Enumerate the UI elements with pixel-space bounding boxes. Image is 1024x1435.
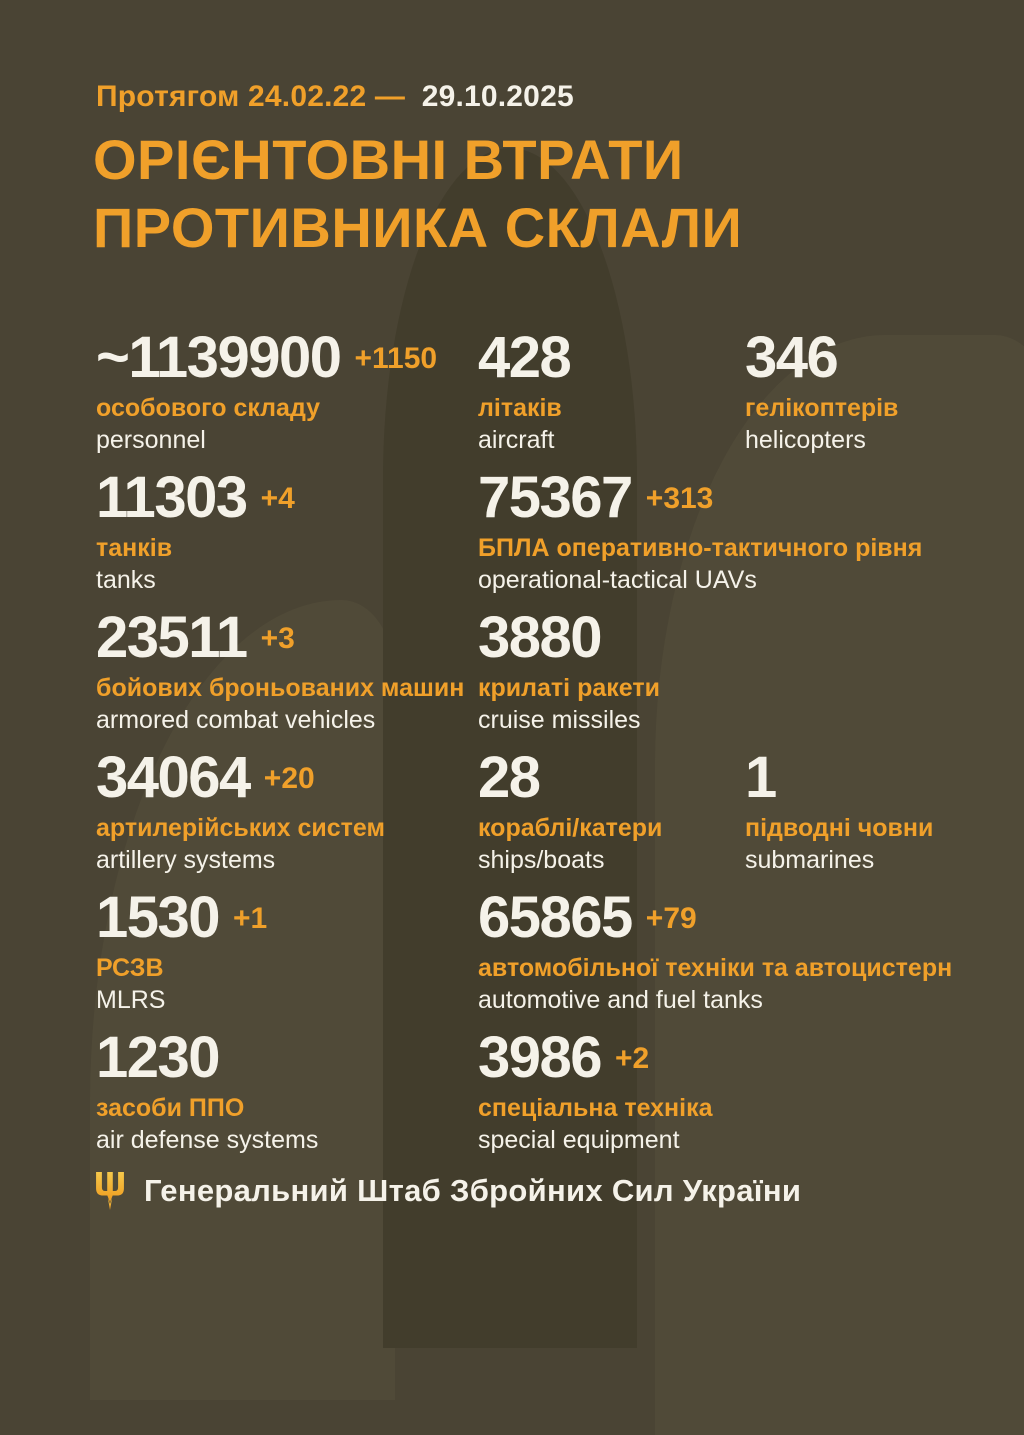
stat-label-uk: артилерійських систем	[96, 814, 385, 843]
stat-value: 3986	[478, 1025, 602, 1090]
stat-label-en: MLRS	[96, 985, 166, 1014]
stat-label-uk: літаків	[478, 394, 562, 423]
period-end-date: 29.10.2025	[421, 80, 574, 113]
period-start-range: Протягом 24.02.22 —	[96, 80, 406, 113]
stat-label-uk: підводні човни	[745, 814, 934, 843]
stat-value: 34064	[96, 745, 250, 810]
stat-label-en: ships/boats	[478, 845, 605, 874]
footer-organization: Генеральний Штаб Збройних Сил України	[144, 1173, 802, 1208]
footer	[96, 1172, 801, 1210]
stat-value: 11303	[96, 465, 247, 530]
stat-value: 346	[745, 325, 838, 390]
stat-label-en: personnel	[96, 425, 206, 454]
stat-delta: +3	[260, 622, 295, 655]
stat-air-defense	[96, 1025, 478, 1172]
stat-label-uk: спеціальна техніка	[478, 1094, 713, 1123]
tryzub-trident-icon	[96, 1172, 124, 1210]
losses-grid	[96, 325, 968, 1172]
stat-aircraft	[478, 325, 745, 472]
stat-label-en: tanks	[96, 565, 156, 594]
stat-label-en: submarines	[745, 845, 875, 874]
stat-value: 1230	[96, 1025, 220, 1090]
stat-value: 75367	[478, 465, 632, 530]
stat-delta: +313	[645, 482, 714, 515]
stat-artillery-systems	[96, 745, 478, 892]
stat-cruise-missiles	[478, 605, 968, 752]
stat-delta: +1	[233, 902, 268, 935]
stat-value: 428	[478, 325, 571, 390]
stat-label-uk: крилаті ракети	[478, 674, 660, 703]
stat-personnel	[96, 325, 478, 472]
stat-value: 1530	[96, 885, 220, 950]
stat-label-en: helicopters	[745, 425, 866, 454]
stat-label-uk: автомобільної техніки та автоцистерн	[478, 954, 953, 983]
stat-label-uk: гелікоптерів	[745, 394, 899, 423]
stat-label-en: artillery systems	[96, 845, 276, 874]
stat-value: 28	[478, 745, 540, 810]
stat-value: 1	[745, 745, 776, 810]
stat-value: 65865	[478, 885, 632, 950]
page-title	[93, 126, 742, 262]
stat-ships-boats	[478, 745, 745, 892]
stat-label-en: automotive and fuel tanks	[478, 985, 763, 1014]
stat-tanks	[96, 465, 478, 612]
stat-label-en: special equipment	[478, 1125, 680, 1154]
stat-uavs	[478, 465, 968, 612]
stat-delta: +20	[263, 762, 315, 795]
stat-delta: +2	[615, 1042, 650, 1075]
stat-label-uk: особового складу	[96, 394, 321, 423]
stat-armored-combat-vehicles	[96, 605, 478, 752]
stat-label-en: air defense systems	[96, 1125, 319, 1154]
stat-label-uk: БПЛА оперативно-тактичного рівня	[478, 534, 923, 563]
page-title-line2: ПРОТИВНИКА СКЛАЛИ	[93, 195, 743, 259]
stat-label-en: aircraft	[478, 425, 555, 454]
stat-label-uk: танків	[96, 534, 173, 563]
stat-value: 3880	[478, 605, 602, 670]
stat-label-uk: кораблі/катери	[478, 814, 663, 843]
stat-label-en: operational-tactical UAVs	[478, 565, 757, 594]
stat-delta: +1150	[354, 342, 438, 375]
page-title-line1: ОРІЄНТОВНІ ВТРАТИ	[93, 128, 684, 191]
report-period	[96, 80, 574, 114]
stat-label-uk: засоби ППО	[96, 1094, 245, 1123]
stat-submarines	[745, 745, 968, 892]
stat-label-en: cruise missiles	[478, 705, 641, 734]
stat-label-uk: РСЗВ	[96, 954, 164, 983]
stat-delta: +79	[645, 902, 697, 935]
stat-delta: +4	[260, 482, 295, 515]
stat-special-equipment	[478, 1025, 968, 1172]
stat-helicopters	[745, 325, 968, 472]
stat-value: ~1139900	[96, 325, 341, 390]
stat-mlrs	[96, 885, 478, 1032]
stat-label-en: armored combat vehicles	[96, 705, 376, 734]
stat-label-uk: бойових броньованих машин	[96, 674, 465, 703]
stat-value: 23511	[96, 605, 247, 670]
stat-automotive	[478, 885, 968, 1032]
